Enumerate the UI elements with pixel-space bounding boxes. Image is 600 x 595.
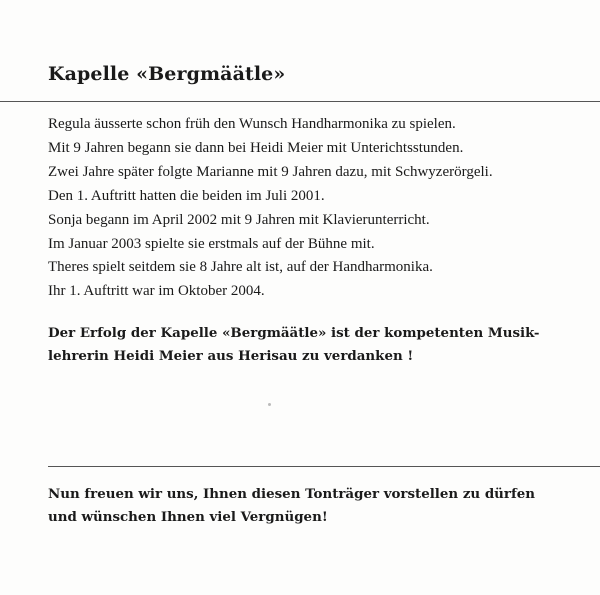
history-line: Ihr 1. Auftritt war im Oktober 2004.: [48, 283, 265, 300]
history-line: Den 1. Auftritt hatten die beiden im Juli 2001.: [48, 187, 325, 204]
history-paragraph: [48, 113, 598, 304]
page-title: Kapelle «Bergmäätle»: [48, 63, 286, 85]
history-line: Regula äusserte schon früh den Wunsch Handharmonika zu spielen.: [48, 116, 456, 132]
top-divider: [0, 101, 600, 102]
closing-paragraph: [48, 483, 588, 529]
print-speck: [268, 403, 271, 406]
closing-line: Nun freuen wir uns, Ihnen diesen Tonträger vorstellen zu dürfen: [48, 486, 535, 502]
history-line: Im Januar 2003 spielte sie erstmals auf der Bühne mit.: [48, 235, 375, 252]
closing-line: und wünschen Ihnen viel Vergnügen!: [48, 509, 328, 525]
history-line: Mit 9 Jahren begann sie dann bei Heidi Meier mit Unterichtsstunden.: [48, 139, 464, 156]
bottom-divider: [48, 466, 600, 467]
history-line: Zwei Jahre später folgte Marianne mit 9 Jahren dazu, mit Schwyzerörgeli.: [48, 163, 493, 180]
acknowledgement-line: Der Erfolg der Kapelle «Bergmäätle» ist der kompetenten Musik-: [48, 325, 540, 341]
acknowledgement-paragraph: [48, 322, 548, 368]
acknowledgement-line: lehrerin Heidi Meier aus Herisau zu verdanken !: [48, 348, 414, 364]
history-line: Sonja begann im April 2002 mit 9 Jahren mit Klavierunterricht.: [48, 211, 430, 228]
history-line: Theres spielt seitdem sie 8 Jahre alt ist, auf der Handharmonika.: [48, 259, 433, 276]
